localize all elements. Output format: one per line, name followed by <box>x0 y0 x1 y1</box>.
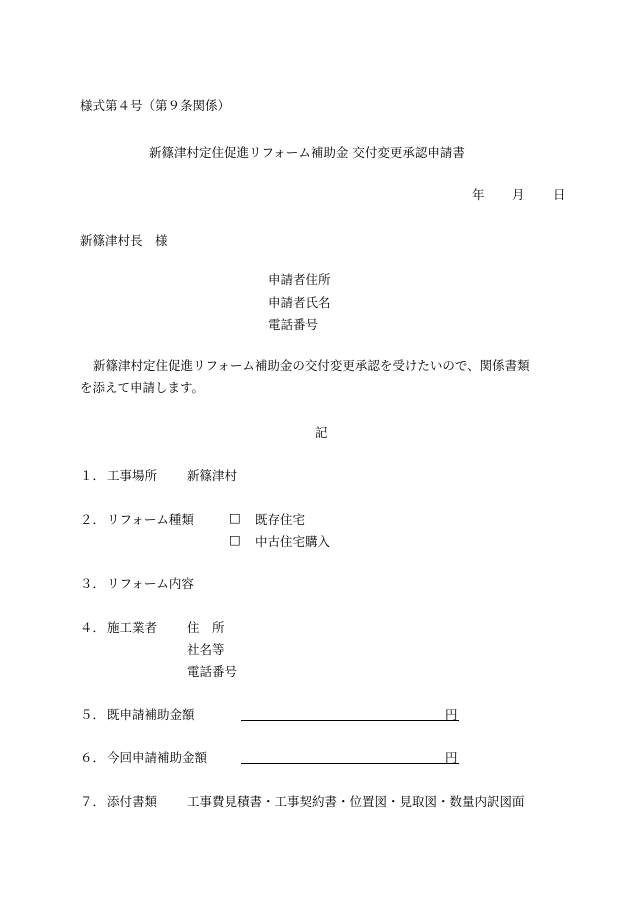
item-7-number: ７． <box>80 794 106 809</box>
item-3-label: リフォーム内容 <box>107 576 194 591</box>
body-line-2: を添えて申請します。 <box>80 380 205 395</box>
item-4-address-label: 住 所 <box>187 620 225 635</box>
option-used-house: 中古住宅購入 <box>255 534 331 549</box>
item-2-number: ２． <box>80 512 106 527</box>
item-4-phone-label: 電話番号 <box>187 664 238 679</box>
item-3-number: ３． <box>80 576 106 591</box>
date-day: 日 <box>553 187 566 202</box>
checkbox-existing-house[interactable]: □ <box>229 510 241 525</box>
item-2-label: リフォーム種類 <box>107 512 194 527</box>
document-title: 新篠津村定住促進リフォーム補助金 交付変更承認申請書 <box>149 145 465 160</box>
form-number: 様式第４号（第９条関係） <box>80 98 231 113</box>
item-1-number: １． <box>80 468 106 483</box>
item-6-unit: 円 <box>445 750 458 765</box>
item-7-label: 添付書類 <box>107 794 158 809</box>
checkbox-used-house[interactable]: □ <box>229 532 241 547</box>
option-existing-house: 既存住宅 <box>255 512 306 527</box>
item-4-label: 施工業者 <box>107 620 158 635</box>
item-6-number: ６． <box>80 750 106 765</box>
item-1-label: 工事場所 <box>107 468 158 483</box>
date-year: 年 <box>472 187 485 202</box>
body-line-1: 新篠津村定住促進リフォーム補助金の交付変更承認を受けたいので、関係書類 <box>93 358 530 373</box>
item-6-amount-underline[interactable] <box>241 763 459 764</box>
item-4-company-label: 社名等 <box>187 642 225 657</box>
item-6-label: 今回申請補助金額 <box>107 750 208 765</box>
item-5-label: 既申請補助金額 <box>107 707 195 722</box>
item-1-value: 新篠津村 <box>187 468 238 483</box>
item-5-amount-underline[interactable] <box>241 720 459 721</box>
applicant-phone-label: 電話番号 <box>268 317 319 332</box>
applicant-name-label: 申請者氏名 <box>268 295 331 310</box>
date-month: 月 <box>512 187 525 202</box>
item-5-unit: 円 <box>445 707 458 722</box>
addressee: 新篠津村長 様 <box>80 233 168 248</box>
item-4-number: ４． <box>80 620 106 635</box>
applicant-address-label: 申請者住所 <box>268 272 331 287</box>
item-5-number: ５． <box>80 707 106 722</box>
ki-heading: 記 <box>315 425 328 440</box>
item-7-value: 工事費見積書・工事契約書・位置図・見取図・数量内訳図面 <box>187 794 525 809</box>
